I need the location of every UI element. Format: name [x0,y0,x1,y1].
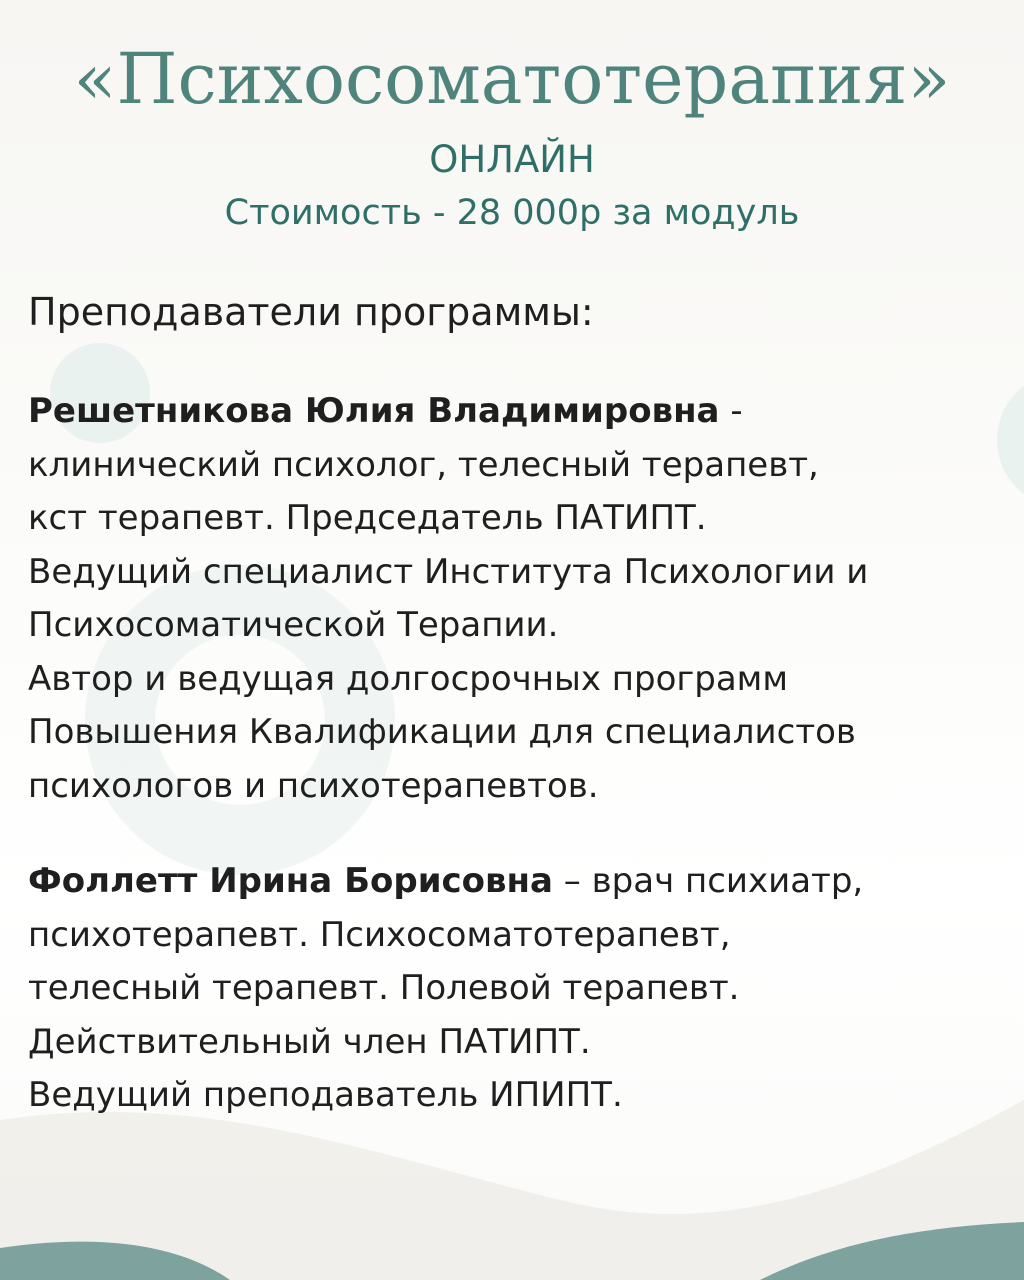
course-format: ОНЛАЙН [429,138,595,181]
teachers-heading: Преподаватели программы: [28,290,594,334]
teacher-separator: - [719,391,743,431]
teacher-bio [28,385,988,813]
course-title: «Психосоматотерапия» [73,38,951,120]
teacher-description: врач психиатр, психотерапевт. Психосоматотерапевт, телесный терапевт. Полевой терапевт. Действительный член ПАТИПТ. Ведущий преподаватель ИПИПТ. [28,861,864,1115]
teacher-bio [28,855,988,1123]
teacher-name: Решетникова Юлия Владимировна [28,391,720,431]
teacher-name: Фоллетт Ирина Борисовна [28,861,553,901]
teacher-separator: – [552,861,592,901]
teacher-description: клинический психолог, телесный терапевт, кст терапевт. Председатель ПАТИПТ. Ведущий специалист Института Психологии и Психосоматической Терапии. Автор и ведущая долгосрочных программ Повышения Квалификации для специалистов психологов и психотерапевтов. [28,444,869,806]
course-price: Стоимость - 28 000р за модуль [224,193,800,233]
